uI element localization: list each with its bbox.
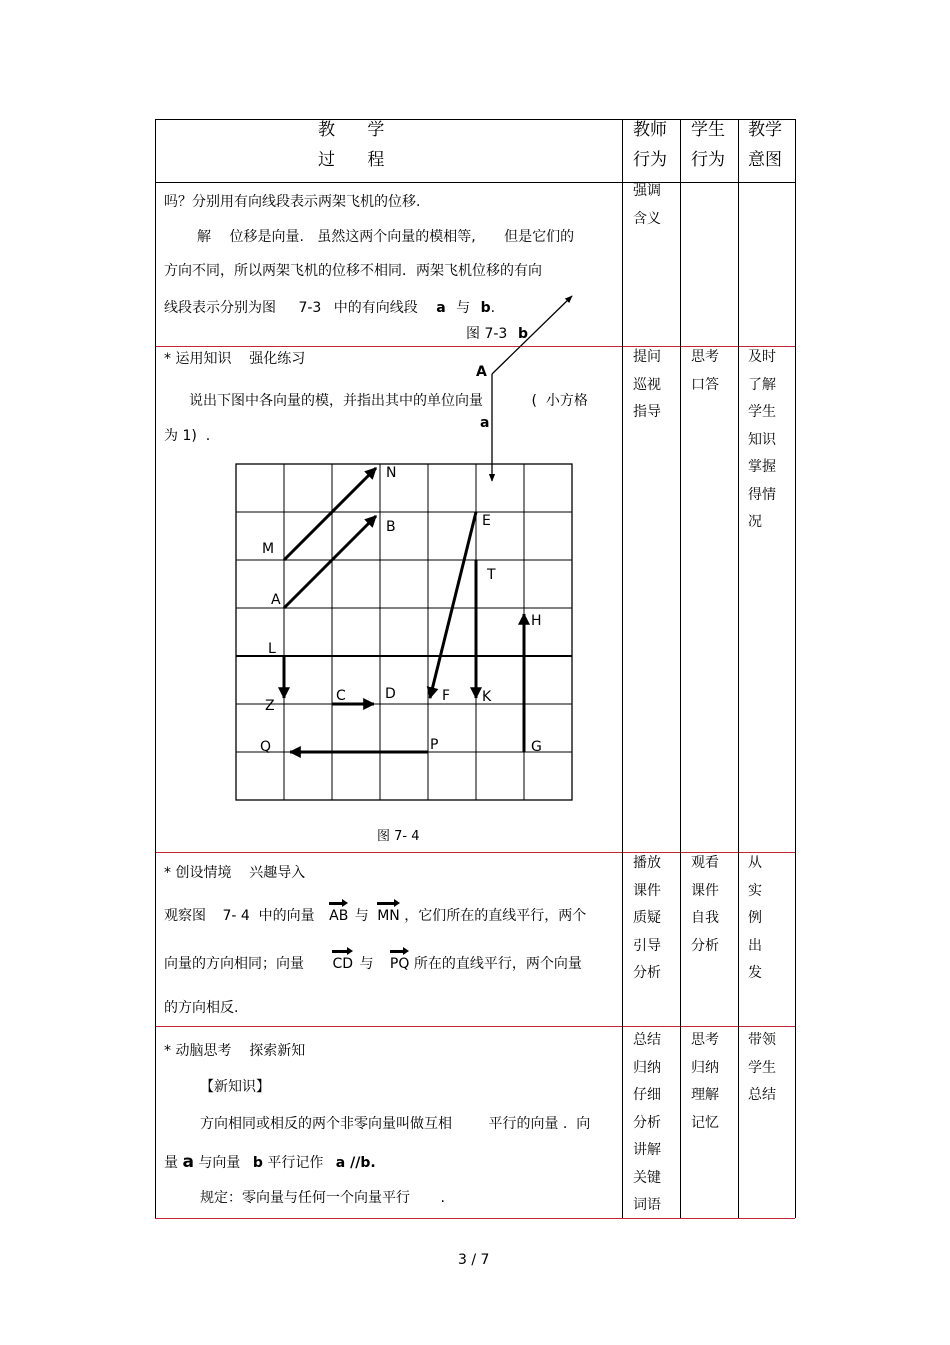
header-teacher-line1: 教师	[633, 120, 667, 140]
header-student-line2: 行为	[691, 150, 725, 170]
row2-text1b: ( 小方格	[531, 393, 588, 409]
row4-title: * 动脑思考 探索新知	[164, 1043, 306, 1059]
row4-student: 思考归纳理解记忆	[691, 1032, 719, 1131]
row4-vec-a: a	[182, 1152, 194, 1172]
row4-l2b: 与向量	[198, 1155, 241, 1171]
row1-jie: 解	[197, 229, 211, 245]
fig74-label-F: F	[442, 688, 451, 704]
row3-vector-PQ: PQ	[390, 950, 409, 971]
row3-line2	[164, 950, 582, 971]
fig74-caption: 图 7- 4	[377, 829, 420, 844]
row4-subtitle: 【新知识】	[200, 1079, 270, 1095]
header-student-line1: 学生	[691, 120, 725, 140]
page-number: 3 / 7	[458, 1252, 490, 1268]
row1-line1: 吗？分别用有向线段表示两架飞机的位移.	[164, 194, 421, 210]
fig74-label-K: K	[482, 689, 492, 705]
row3-line3: 的方向相反.	[164, 1000, 239, 1016]
fig73-caption: 图 7-3	[466, 326, 508, 342]
fig74-label-A: A	[271, 592, 281, 608]
row3-l1d: ，它们所在的直线平行，两个	[404, 908, 587, 924]
row3-l1c: 与	[354, 908, 369, 924]
row3-vector-CD: CD	[332, 950, 353, 971]
fig74-vector-MN	[284, 468, 376, 560]
fig74-label-B: B	[386, 519, 396, 535]
row4-line2	[164, 1154, 376, 1171]
row2-student: 思考口答	[691, 349, 719, 393]
row4-l1a: 方向相同或相反的两个非零向量叫做互相	[200, 1116, 452, 1132]
row4-l3a: 规定：零向量与任何一个向量平行	[200, 1190, 410, 1206]
row3-l2a: 向量的方向相同；向量	[164, 956, 304, 972]
row4-line1	[200, 1117, 590, 1131]
fig73-label-b: b	[518, 326, 529, 342]
fig74-label-D: D	[385, 686, 396, 702]
fig74-label-P: P	[430, 737, 439, 753]
row2-title: * 运用知识 强化练习	[164, 351, 306, 367]
header-process-line2: 过 程	[318, 150, 385, 170]
row1-teacher: 强调含义	[633, 183, 661, 227]
row1-line4a: 线段表示分别为图	[164, 300, 276, 316]
fig74-label-L: L	[268, 641, 276, 657]
row3-l2b: 与	[359, 956, 374, 972]
header-teacher-line2: 行为	[633, 150, 667, 170]
row2-text1a: 说出下图中各向量的模，并指出其中的单位向量	[189, 393, 483, 409]
row3-title: * 创设情境 兴趣导入	[164, 865, 306, 881]
row3-teacher: 播放课件质疑引导分析	[633, 855, 661, 981]
fig74-label-C: C	[336, 688, 346, 704]
row1-line2b: 位移是向量. 虽然这两个向量的模相等,	[229, 229, 476, 245]
row1-line4b: 7-3	[298, 300, 322, 316]
row2-teacher: 提问巡视指导	[633, 349, 661, 420]
row1-line4c: 中的有向线段	[333, 300, 418, 316]
row3-vector-AB: AB	[329, 902, 348, 923]
row3-student: 观看课件自我分析	[691, 855, 719, 954]
fig73-label-A: A	[476, 364, 487, 380]
fig74-label-N: N	[386, 465, 397, 481]
fig74-label-G: G	[531, 739, 542, 755]
header-intent-line2: 意图	[748, 150, 782, 170]
row1-vec-b: b	[480, 300, 491, 316]
row2-intent: 及时了解学生知识掌握得情况	[748, 349, 776, 530]
row1-line4d: 与	[456, 300, 471, 316]
row4-line3	[200, 1191, 445, 1205]
row2-text2: 为 1) .	[164, 428, 211, 444]
row4-l3b: .	[440, 1190, 445, 1206]
row3-l1b: 7- 4 中的向量	[222, 908, 315, 924]
row3-l1a: 观察图	[164, 908, 206, 924]
row1-line2c: 但是它们的	[504, 229, 575, 245]
fig74-label-Q: Q	[260, 739, 272, 755]
row4-l2c: 平行记作	[267, 1155, 324, 1171]
row3-l2c: 所在的直线平行，两个向量	[413, 956, 582, 972]
row4-intent: 带领学生总结	[748, 1032, 776, 1103]
fig74-label-E: E	[482, 513, 491, 529]
row3-intent: 从 实 例 出 发	[748, 855, 768, 981]
row1-vec-a: a	[436, 300, 446, 316]
fig74-label-H: H	[531, 613, 542, 629]
fig74-vector-EF	[430, 512, 476, 698]
fig74-label-T: T	[487, 567, 496, 583]
fig74-label-M: M	[262, 541, 275, 557]
header-intent-line1: 教学	[748, 120, 782, 140]
row1-period: .	[490, 300, 496, 316]
fig74-vector-AB	[284, 516, 376, 608]
row4-l1b: 平行的向量 . 向	[488, 1116, 591, 1132]
row4-parallel-notation: a //b.	[335, 1155, 376, 1171]
row3-line1	[164, 902, 586, 923]
row4-teacher: 总结归纳仔细分析讲解关键词语	[633, 1032, 661, 1213]
row4-vec-b: b	[252, 1155, 263, 1171]
fig74-label-Z: Z	[265, 698, 275, 714]
fig73-label-a: a	[480, 415, 490, 431]
row3-vector-MN: MN	[377, 902, 400, 923]
row1-line3: 方向不同，所以两架飞机的位移不相同．两架飞机位移的有向	[164, 263, 542, 279]
header-process-line1: 教 学	[318, 120, 385, 140]
row4-l2a: 量	[164, 1155, 178, 1171]
